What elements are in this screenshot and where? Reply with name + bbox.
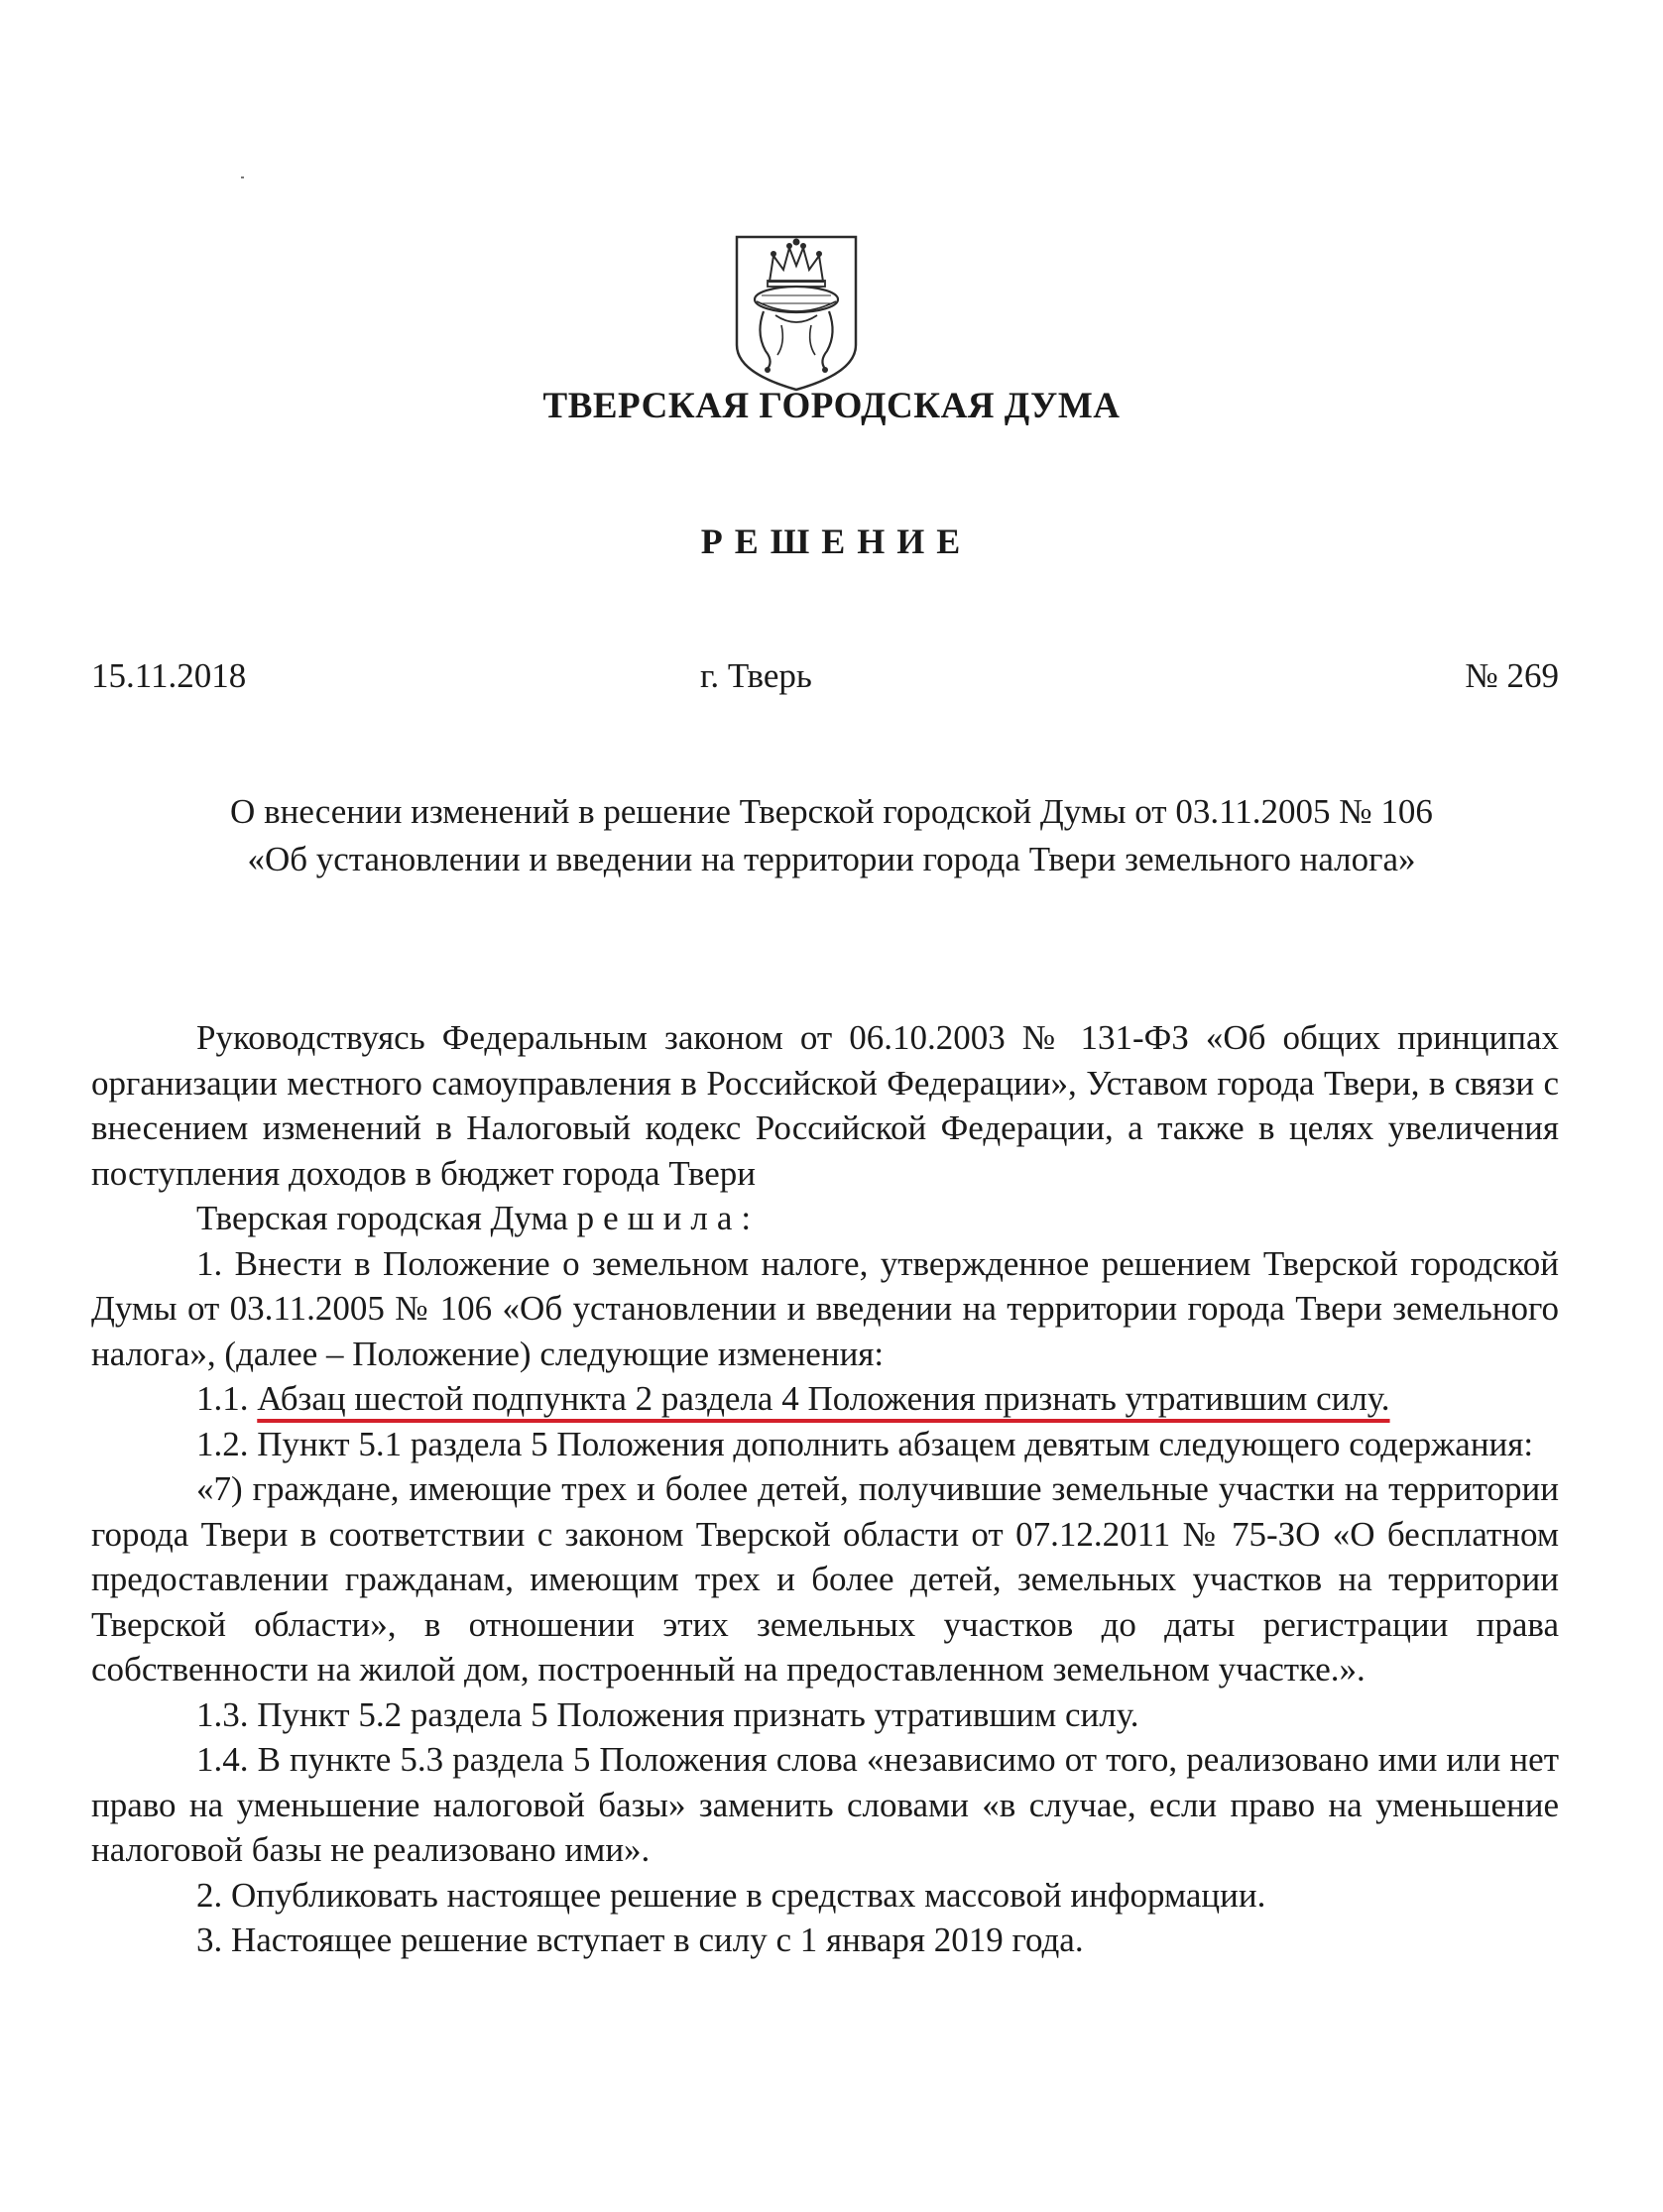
item-3-paragraph: 3. Настоящее решение вступает в силу с 1 января 2019 года. (196, 1921, 1084, 1959)
item-1-3-paragraph: 1.3. Пункт 5.2 раздела 5 Положения признать утратившим силу. (196, 1694, 1139, 1734)
item-1-1-number: 1.1. (196, 1379, 258, 1418)
item-1-4-paragraph: 1.4. В пункте 5.3 раздела 5 Положения слова «независимо от того, реализовано ими или нет право на уменьшение налоговой базы» заменить словами «в случае, если право на уменьшение налоговой базы не реализовано ими». (91, 1740, 1559, 1869)
organization-title: ТВЕРСКАЯ ГОРОДСКАЯ ДУМА (542, 386, 1121, 426)
document-subject (0, 788, 1663, 883)
item-1-paragraph: 1. Внести в Положение о земельном налоге, утвержденное решением Тверской городской Думы от 03.11.2005 № 106 «Об установлении и введении на территории города Твери земельного налога», (далее – Положение) следующие изменения: (91, 1243, 1559, 1373)
scan-speck (241, 176, 244, 178)
document-city: г. Тверь (700, 656, 812, 695)
decided-paragraph (91, 1196, 1559, 1241)
item-1-1-paragraph (91, 1376, 1559, 1422)
decided-word: решила: (576, 1199, 761, 1237)
item-1-1-highlighted-text: Абзац шестой подпункта 2 раздела 4 Положения признать утратившим силу. (257, 1379, 1390, 1418)
decided-prefix: Тверская городская Дума (196, 1199, 577, 1237)
preamble-paragraph: Руководствуясь Федеральным законом от 06.10.2003 № 131-ФЗ «Об общих принципах организации местного самоуправления в Российской Федерации», Уставом города Твери, в связи с внесением изменений в Налоговый кодекс Российской Федерации, а также в целях увеличения поступления доходов в бюджет города Твери (91, 1018, 1559, 1193)
document-date: 15.11.2018 (91, 656, 247, 695)
subject-line-1: О внесении изменений в решение Тверской городской Думы от 03.11.2005 № 106 (230, 792, 1433, 831)
document-number: № 269 (1465, 656, 1559, 695)
item-2-paragraph: 2. Опубликовать настоящее решение в средствах массовой информации. (196, 1875, 1266, 1915)
document-type: РЕШЕНИЕ (700, 522, 973, 561)
coat-of-arms-icon (732, 234, 861, 393)
item-1-2-quote-paragraph: «7) граждане, имеющие трех и более детей, получившие земельные участки на территории города Твери в соответствии с законом Тверской области от 07.12.2011 № 75-ЗО «О бесплатном предоставлении гражданам, имеющим трех и более детей, земельных участков на территории Тверской области», в отношении этих земельных участков до даты регистрации права собственности на жилой дом, построенный на предоставленном земельном участке.». (91, 1469, 1559, 1688)
item-1-2-paragraph: 1.2. Пункт 5.1 раздела 5 Положения дополнить абзацем девятым следующего содержания: (196, 1424, 1534, 1463)
document-meta (91, 656, 1559, 706)
document-body (91, 1015, 1559, 1963)
subject-line-2: «Об установлении и введении на территории города Твери земельного налога» (247, 840, 1416, 878)
